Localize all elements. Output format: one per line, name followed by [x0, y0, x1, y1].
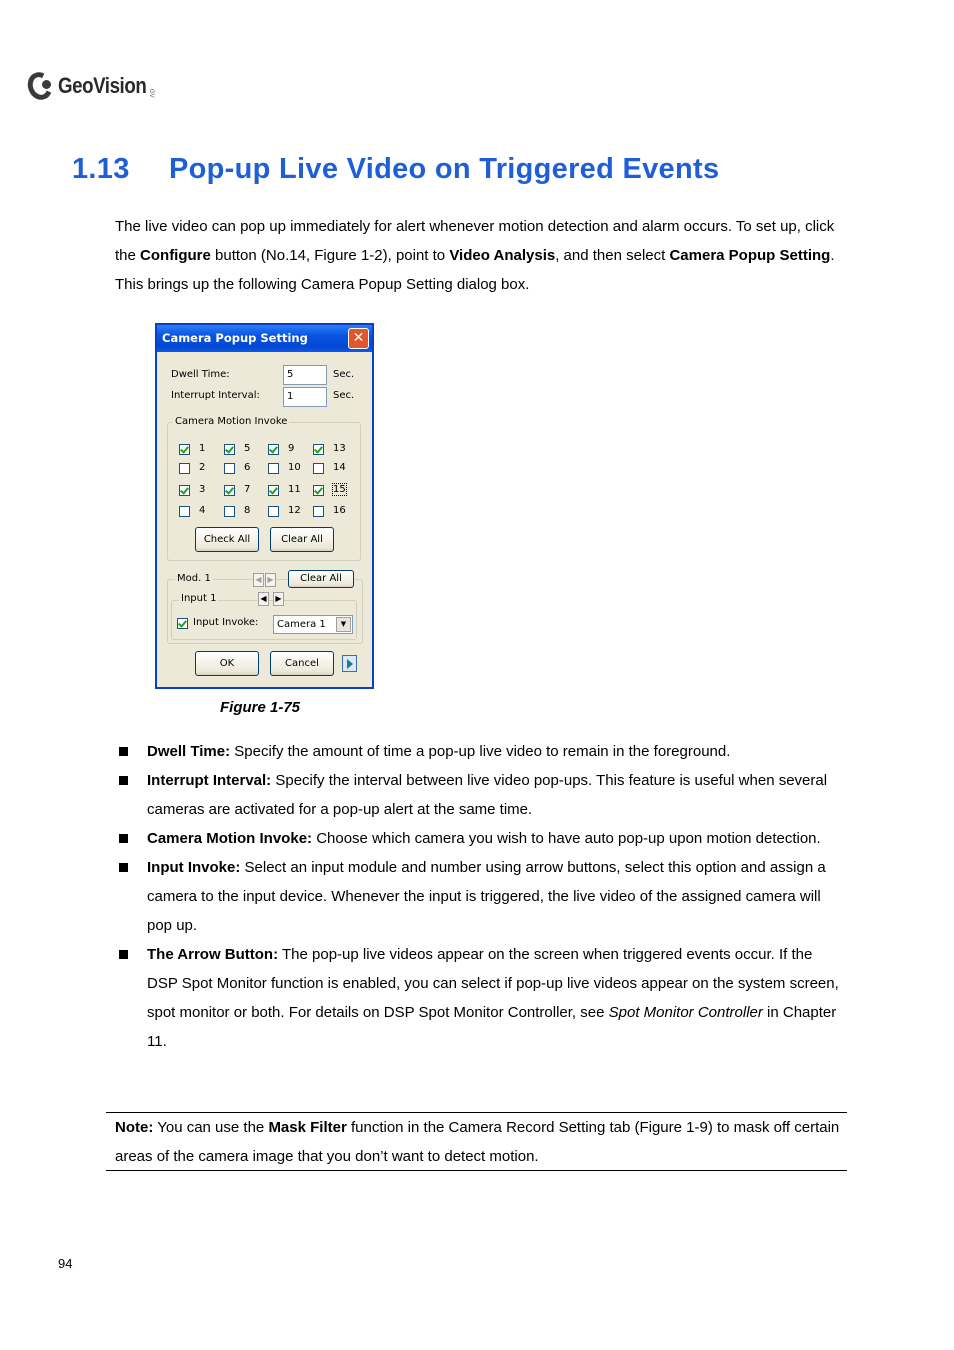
logo-text: GeoVision	[58, 73, 147, 98]
bullet-term: Camera Motion Invoke:	[147, 830, 313, 847]
camera-checkbox-label: 9	[288, 443, 295, 454]
list-item	[115, 940, 845, 1056]
camera-checkbox-8[interactable]	[224, 506, 235, 517]
dialog-title: Camera Popup Setting	[162, 331, 308, 345]
dwell-time-unit: Sec.	[333, 369, 355, 380]
input-prev-icon[interactable]: ◀	[258, 592, 269, 606]
bullet-term: Input Invoke:	[147, 859, 241, 876]
camera-checkbox-10[interactable]	[268, 463, 279, 474]
camera-checkbox-5[interactable]	[224, 444, 235, 455]
camera-checkbox-label: 12	[288, 505, 301, 516]
dwell-time-input[interactable]: 5	[283, 365, 327, 385]
camera-checkbox-label: 1	[199, 443, 206, 454]
intro-text-1: The live video can pop up immediately for alert whenever motion detection and alarm occurs. To set up, click the	[115, 218, 835, 264]
note-text	[115, 1113, 840, 1171]
bullet-square-icon	[119, 950, 128, 959]
bullet-square-icon	[119, 747, 128, 756]
cancel-button[interactable]: Cancel	[270, 651, 334, 676]
intro-bold-video-analysis: Video Analysis	[449, 247, 556, 264]
section-heading: Pop-up Live Video on Triggered Events	[169, 153, 720, 185]
camera-checkbox-label: 10	[288, 462, 301, 473]
bullet-text: Specify the amount of time a pop-up live video to remain in the foreground.	[230, 743, 731, 760]
note-bold-mask-filter: Mask Filter	[268, 1119, 347, 1136]
list-item	[115, 766, 845, 824]
list-item	[115, 737, 845, 766]
camera-checkbox-6[interactable]	[224, 463, 235, 474]
bullet-term: Interrupt Interval:	[147, 772, 272, 789]
chevron-down-icon[interactable]: ▼	[336, 617, 351, 632]
camera-checkbox-label: 7	[244, 484, 251, 495]
section-number: 1.13	[72, 153, 130, 185]
input-next-icon[interactable]: ▶	[273, 592, 284, 606]
logo-tm: GV	[147, 88, 154, 98]
bullet-text: The pop-up live videos appear on the screen when triggered events occur. If the DSP Spot Monitor function is enabled, you can select if pop-up live videos appear on the system screen, spot monitor or both. For details on DSP Spot Monitor Controller, see	[147, 946, 839, 1021]
list-item	[115, 824, 845, 853]
camera-checkbox-11[interactable]	[268, 485, 279, 496]
geovision-logo	[28, 66, 154, 106]
list-item	[115, 853, 845, 940]
intro-text-2: button (No.14, Figure 1-2), point to	[210, 247, 450, 264]
dialog-titlebar	[157, 325, 372, 352]
ok-button[interactable]: OK	[195, 651, 259, 676]
bullet-square-icon	[119, 834, 128, 843]
section-title	[72, 153, 719, 186]
camera-checkbox-14[interactable]	[313, 463, 324, 474]
camera-checkbox-2[interactable]	[179, 463, 190, 474]
camera-checkbox-label: 3	[199, 484, 206, 495]
interrupt-interval-unit: Sec.	[333, 390, 355, 401]
camera-checkbox-15[interactable]	[313, 485, 324, 496]
bullet-text: Specify the interval between live video pop-ups. This feature is useful when several cameras are activated for a pop-up alert at the same time.	[147, 772, 828, 818]
camera-checkbox-label: 8	[244, 505, 251, 516]
bullet-term: Dwell Time:	[147, 743, 231, 760]
input-invoke-checkbox[interactable]	[177, 618, 188, 629]
bullet-tail: in Chapter 11.	[147, 1004, 837, 1050]
camera-select-value: Camera 1	[277, 619, 326, 630]
module-label: Mod. 1	[177, 573, 211, 584]
camera-checkbox-label: 5	[244, 443, 251, 454]
camera-checkbox-label: 16	[333, 505, 346, 516]
input-invoke-label: Input Invoke:	[193, 617, 259, 628]
module-next-icon[interactable]: ▶	[265, 573, 276, 587]
check-all-button[interactable]: Check All	[195, 527, 259, 552]
camera-checkbox-label: 14	[333, 462, 346, 473]
page-number: 94	[58, 1256, 73, 1271]
bullet-term: The Arrow Button:	[147, 946, 279, 963]
note-label: Note:	[115, 1119, 154, 1136]
module-prev-icon[interactable]: ◀	[253, 573, 264, 587]
camera-popup-dialog	[155, 323, 374, 689]
bullet-italic: Spot Monitor Controller	[608, 1004, 763, 1021]
input-label: Input 1	[181, 593, 217, 604]
intro-bold-camera-popup: Camera Popup Setting	[669, 247, 831, 264]
arrow-right-icon[interactable]	[342, 655, 357, 672]
camera-checkbox-label: 15	[333, 484, 346, 495]
geovision-logo-icon	[28, 70, 54, 102]
camera-checkbox-9[interactable]	[268, 444, 279, 455]
camera-checkbox-7[interactable]	[224, 485, 235, 496]
note-box	[106, 1112, 847, 1171]
interrupt-interval-input[interactable]: 1	[283, 387, 327, 407]
note-text-1: You can use the	[153, 1119, 269, 1136]
camera-checkbox-label: 4	[199, 505, 206, 516]
module-clear-all-button[interactable]: Clear All	[288, 570, 354, 588]
camera-checkbox-1[interactable]	[179, 444, 190, 455]
intro-text-3: , and then select	[555, 247, 670, 264]
camera-checkbox-3[interactable]	[179, 485, 190, 496]
camera-checkbox-13[interactable]	[313, 444, 324, 455]
camera-checkbox-4[interactable]	[179, 506, 190, 517]
camera-select[interactable]	[273, 615, 353, 634]
camera-checkbox-16[interactable]	[313, 506, 324, 517]
camera-motion-invoke-legend: Camera Motion Invoke	[175, 416, 288, 427]
interrupt-interval-label: Interrupt Interval:	[171, 390, 260, 401]
intro-text-4: . This brings up the following Camera Popup Setting dialog box.	[115, 247, 835, 293]
note-text-2: function in the Camera Record Setting tab (Figure 1-9) to mask off certain areas of the camera image that you don’t want to detect motion.	[115, 1119, 840, 1165]
bullet-text: Select an input module and number using arrow buttons, select this option and assign a camera to the input device. Whenever the input is triggered, the live video of the assigned camera will pop up.	[147, 859, 826, 934]
camera-checkbox-label: 13	[333, 443, 346, 454]
close-icon[interactable]: ✕	[348, 328, 369, 349]
camera-checkbox-label: 6	[244, 462, 251, 473]
figure-caption: Figure 1-75	[220, 699, 301, 716]
bullet-square-icon	[119, 776, 128, 785]
bullet-text: Choose which camera you wish to have auto pop-up upon motion detection.	[312, 830, 821, 847]
camera-checkbox-label: 2	[199, 462, 206, 473]
camera-checkbox-label: 11	[288, 484, 301, 495]
bullet-square-icon	[119, 863, 128, 872]
dwell-time-label: Dwell Time:	[171, 369, 230, 380]
intro-bold-configure: Configure	[140, 247, 211, 264]
camera-checkbox-12[interactable]	[268, 506, 279, 517]
feature-list	[115, 737, 845, 1056]
clear-all-button[interactable]: Clear All	[270, 527, 334, 552]
intro-paragraph	[115, 212, 850, 299]
